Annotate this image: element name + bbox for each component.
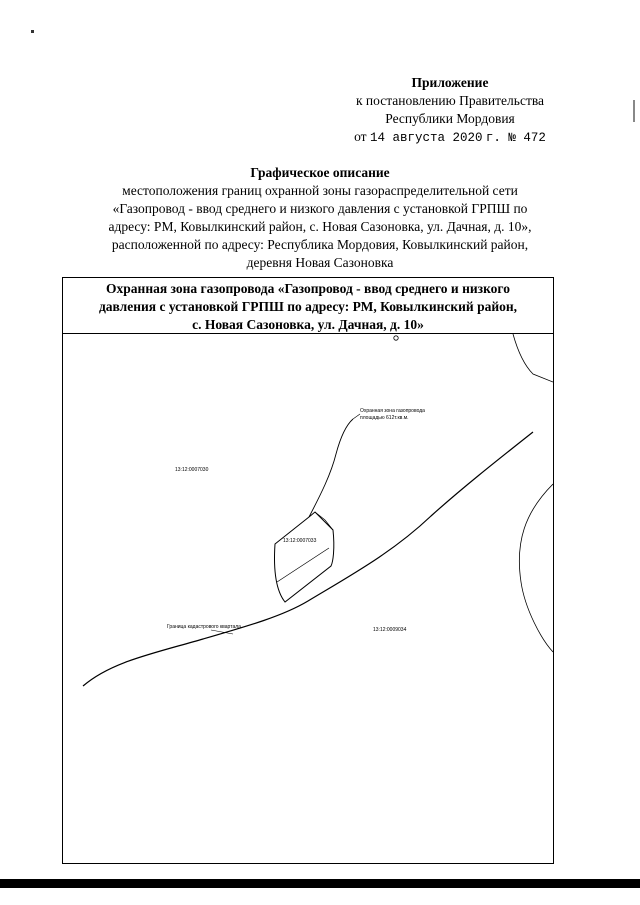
marker-circle (394, 336, 398, 340)
map-frame (62, 277, 554, 864)
description-title: Графическое описание (250, 165, 390, 180)
right-lower-boundary (519, 484, 553, 652)
decree-number: г. № 472 (485, 131, 546, 145)
cadastral-map (63, 334, 553, 863)
zone-label-line-2: площадью 612т.кв.м. (360, 415, 409, 421)
building-line (277, 548, 329, 582)
scan-bottom-bar (0, 879, 640, 888)
description-line-2: «Газопровод - ввод среднего и низкого давления с установкой ГРПШ по (112, 201, 528, 216)
appendix-date-line (320, 128, 580, 147)
decree-date: 14 августа 2020 (369, 131, 483, 145)
zone-leader-line (353, 414, 360, 419)
map-frame-header (63, 278, 553, 334)
appendix-block (320, 74, 580, 147)
description-line-1: местоположения границ охранной зоны газораспределительной сети (122, 183, 518, 198)
frame-header-line-3: с. Новая Сазоновка, ул. Дачная, д. 10» (192, 317, 424, 332)
frame-header-line-1: Охранная зона газопровода «Газопровод - ввод среднего и низкого (106, 281, 510, 296)
appendix-title: Приложение (411, 75, 489, 90)
zone-label-line-1: Охранная зона газопровода (360, 408, 425, 414)
parcel-label-1: 13:12:0007030 (175, 467, 209, 473)
description-line-4: расположенной по адресу: Республика Мордовия, Ковылкинский район, (111, 237, 529, 252)
parcel-polygon (274, 512, 333, 602)
description-line-3: адресу: РМ, Ковылкинский район, с. Новая Сазоновка, ул. Дачная, д. 10», (108, 219, 532, 234)
description-line-5: деревня Новая Сазоновка (246, 255, 394, 270)
parcel-label-3: 13:12:0009034 (373, 627, 407, 633)
date-prefix: от (354, 129, 367, 144)
appendix-line-2: Республики Мордовия (385, 111, 515, 126)
right-upper-boundary (513, 334, 553, 382)
frame-header-line-2: давления с установкой ГРПШ по адресу: РМ, Ковылкинский район, (98, 299, 518, 314)
cadastral-quarter-boundary (83, 432, 533, 686)
description-block (60, 164, 580, 272)
scan-mark (31, 30, 34, 33)
boundary-label: Граница кадастрового квартала (167, 624, 241, 630)
scan-edge-mark (633, 100, 635, 122)
appendix-line-1: к постановлению Правительства (355, 93, 545, 108)
gas-pipeline-line (309, 419, 353, 517)
parcel-label-2: 13:12:0007033 (283, 538, 317, 544)
